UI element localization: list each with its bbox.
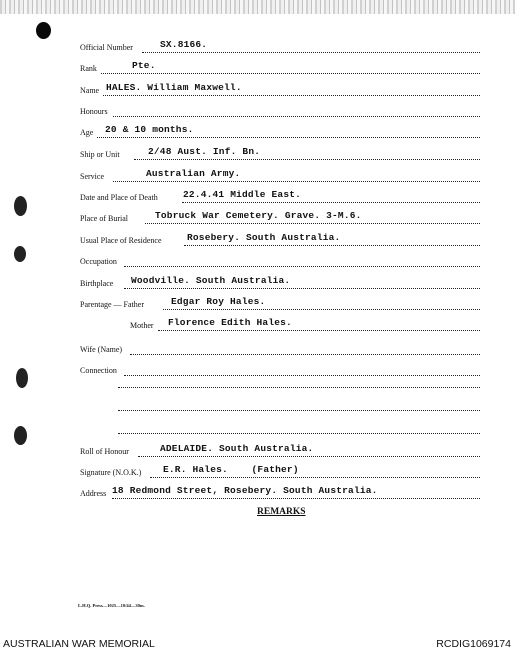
birthplace-value: Woodville. South Australia.	[131, 275, 291, 286]
age-label: Age	[80, 128, 94, 137]
occupation-label: Occupation	[80, 257, 117, 266]
parentage-father-value: Edgar Roy Hales.	[171, 296, 266, 307]
honours-label: Honours	[80, 107, 108, 116]
mother-value: Florence Edith Hales.	[168, 317, 292, 328]
ship-or-unit-value: 2/48 Aust. Inf. Bn.	[148, 146, 261, 157]
service-value: Australian Army.	[146, 168, 241, 179]
roll-of-honour-value: ADELAIDE. South Australia.	[160, 443, 314, 454]
address-value: 18 Redmond Street, Rosebery. South Australia.	[112, 485, 378, 496]
blank-line-1	[118, 387, 480, 388]
remarks-heading: REMARKS	[257, 507, 306, 517]
punch-hole-2	[14, 196, 27, 216]
connection-label: Connection	[80, 366, 117, 375]
usual-residence-label: Usual Place of Residence	[80, 236, 162, 245]
rank-value: Pte.	[132, 60, 156, 71]
official-number-value: SX.8166.	[160, 39, 208, 50]
punch-hole-top	[36, 22, 51, 39]
signature-value: E.R. Hales. (Father)	[163, 464, 299, 475]
usual-residence-value: Rosebery. South Australia.	[187, 232, 341, 243]
place-of-burial-value: Tobruck War Cemetery. Grave. 3-M.6.	[155, 210, 362, 221]
punch-hole-5	[14, 426, 27, 445]
service-label: Service	[80, 172, 104, 181]
punch-hole-4	[16, 368, 28, 388]
scan-top-edge	[0, 0, 515, 14]
official-number-label: Official Number	[80, 43, 133, 52]
age-value: 20 & 10 months.	[105, 124, 194, 135]
footer-bar	[0, 636, 515, 654]
mother-label: Mother	[130, 321, 154, 330]
printer-imprint: L.H.Q. Press—1025—10/44—30m.	[78, 603, 145, 608]
roll-of-honour-label: Roll of Honour	[80, 447, 129, 456]
ship-or-unit-label: Ship or Unit	[80, 150, 120, 159]
parentage-father-label: Parentage — Father	[80, 300, 144, 309]
place-of-burial-label: Place of Burial	[80, 214, 128, 223]
blank-line-3	[118, 433, 480, 434]
rank-label: Rank	[80, 64, 97, 73]
address-label: Address	[80, 489, 107, 498]
footer-record-id: RCDIG1069174	[436, 638, 511, 650]
name-label: Name	[80, 86, 100, 95]
birthplace-label: Birthplace	[80, 279, 114, 288]
punch-hole-3	[14, 246, 26, 262]
wife-label: Wife (Name)	[80, 345, 123, 354]
footer-institution: AUSTRALIAN WAR MEMORIAL	[3, 638, 155, 650]
blank-line-2	[118, 410, 480, 411]
name-value: HALES. William Maxwell.	[106, 82, 242, 93]
signature-label: Signature (N.O.K.)	[80, 468, 142, 477]
date-place-death-value: 22.4.41 Middle East.	[183, 189, 302, 200]
date-place-death-label: Date and Place of Death	[80, 193, 158, 202]
